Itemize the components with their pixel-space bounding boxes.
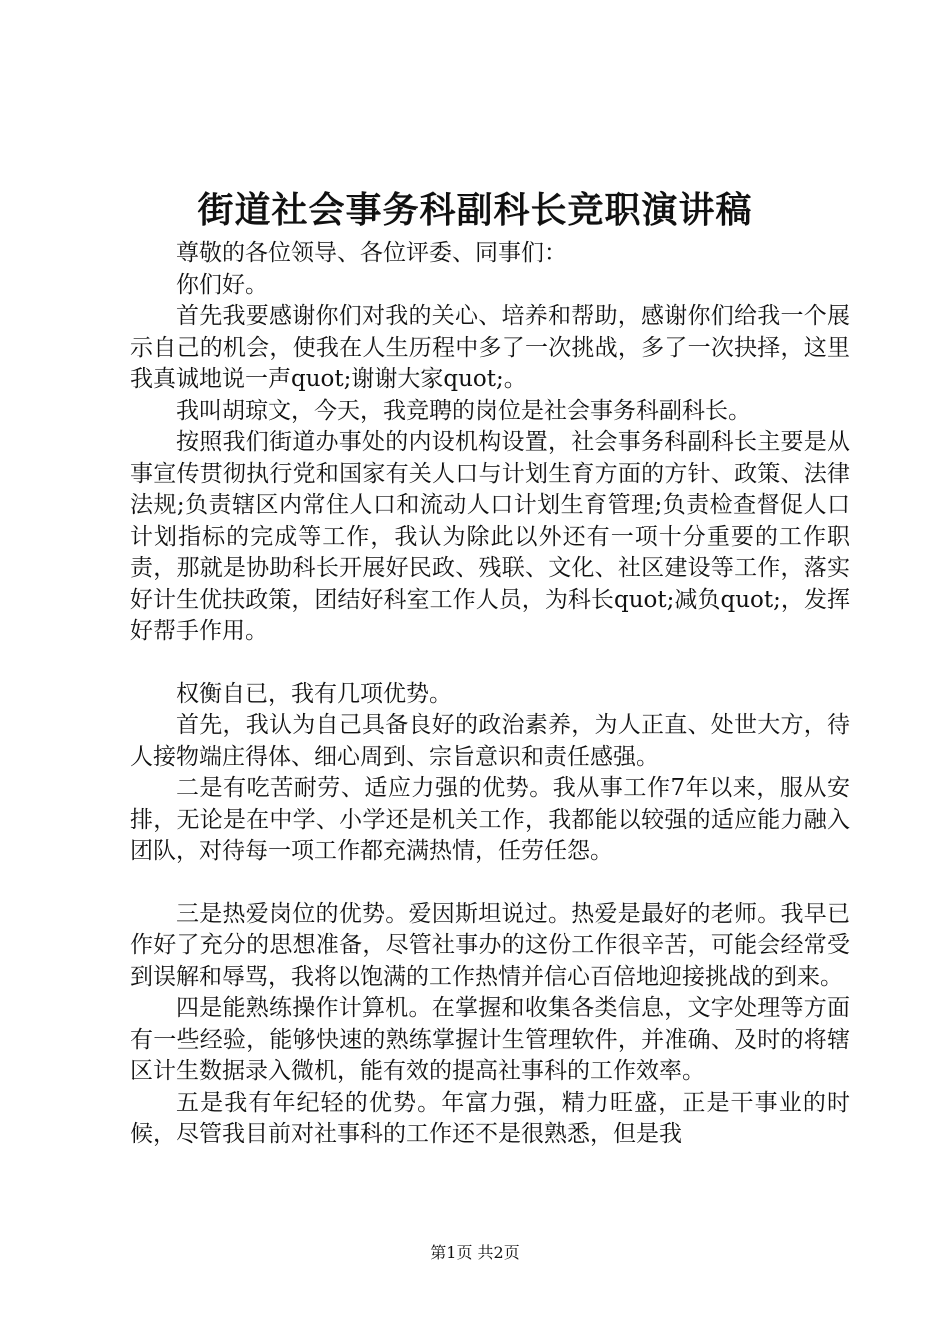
paragraph-advantage-5: 五是我有年纪轻的优势。年富力强，精力旺盛，正是干事业的时候，尽管我目前对社事科的工作还不是很熟悉，但是我 xyxy=(130,1089,850,1147)
document-title: 街道社会事务科副科长竞职演讲稿 xyxy=(197,189,753,231)
paragraph-greeting: 你们好。 xyxy=(176,271,268,298)
paragraph-thanks: 首先我要感谢你们对我的关心、培养和帮助，感谢你们给我一个展示自己的机会，使我在人生历程中多了一次挑战，多了一次抉择，这里我真诚地说一声quot;谢谢大家quot;。 xyxy=(130,303,850,392)
paragraph-advantage-2: 二是有吃苦耐劳、适应力强的优势。我从事工作7年以来，服从安排，无论是在中学、小学还是机关工作，我都能以较强的适应能力融入团队，对待每一项工作都充满热情，任劳任怨。 xyxy=(130,775,850,864)
paragraph-advantage-3: 三是热爱岗位的优势。爱因斯坦说过。热爱是最好的老师。我早已作好了充分的思想准备，尽管社事办的这份工作很辛苦，可能会经常受到误解和辱骂，我将以饱满的工作热情并信心百倍地迎接挑战的到来。 xyxy=(130,900,850,990)
paragraph-advantage-1: 首先，我认为自己具备良好的政治素养，为人正直、处世大方，待人接物端庄得体、细心周到、宗旨意识和责任感强。 xyxy=(130,712,850,770)
paragraph-advantage-4: 四是能熟练操作计算机。在掌握和收集各类信息，文字处理等方面有一些经验，能够快速的熟练掌握计生管理软件，并准确、及时的将辖区计生数据录入微机，能有效的提高社事科的工作效率。 xyxy=(130,995,850,1084)
paragraph-introduction: 我叫胡琼文，今天，我竞聘的岗位是社会事务科副科长。 xyxy=(176,397,751,424)
paragraph-salutation: 尊敬的各位领导、各位评委、同事们： xyxy=(176,240,567,266)
paragraph-advantages-intro: 权衡自已，我有几项优势。 xyxy=(176,680,452,707)
page-footer: 第1页 共2页 xyxy=(430,1243,520,1262)
document-body xyxy=(130,238,850,1151)
paragraph-duties: 按照我们街道办事处的内设机构设置，社会事务科副科长主要是从事宣传贯彻执行党和国家有关人口与计划生育方面的方针、政策、法律法规;负责辖区内常住人口和流动人口计划生育管理;负责检查督促人口计划指标的完成等工作，我认为除此以外还有一项十分重要的工作职责，那就是协助科长开展好民政、残联、文化、社区建设等工作，落实好计生优扶政策，团结好科室工作人员，为科长quot;减负quot;，发挥好帮手作用。 xyxy=(130,429,850,644)
